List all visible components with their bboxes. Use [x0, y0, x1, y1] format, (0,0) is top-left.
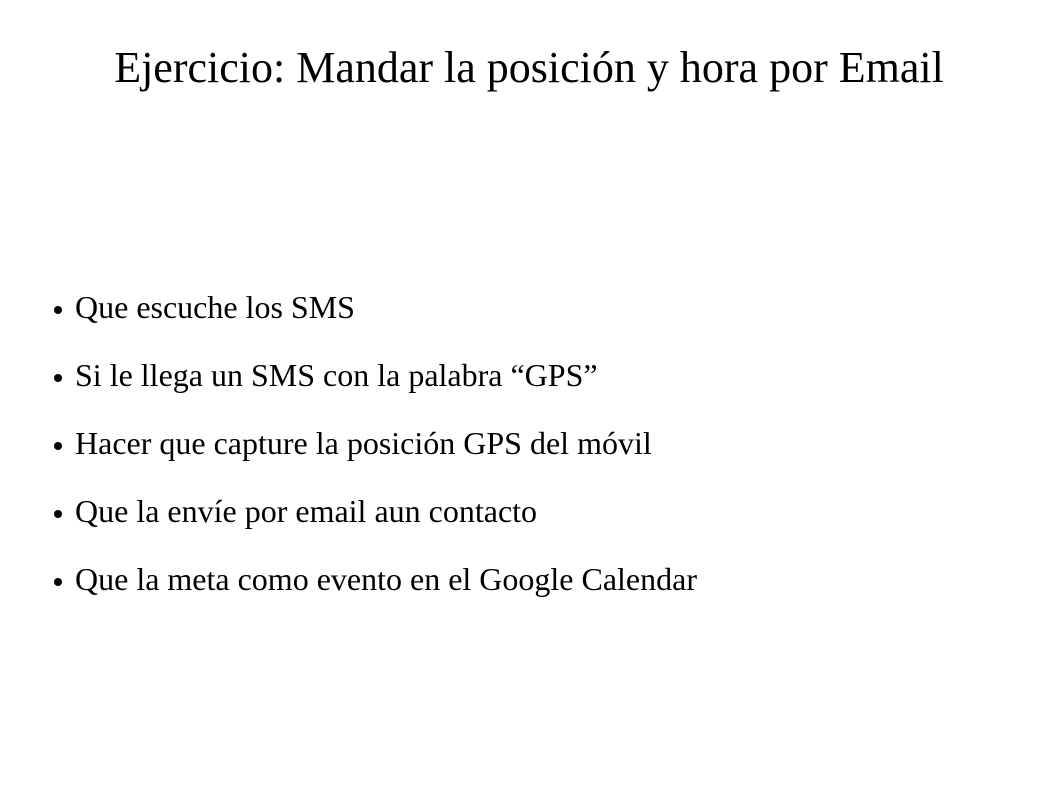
- bullet-text: Que la meta como evento en el Google Calendar: [75, 561, 697, 597]
- bullet-dot-icon: [54, 510, 62, 518]
- bullet-dot-icon: [54, 442, 62, 450]
- bullet-dot-icon: [54, 306, 62, 314]
- bullet-text: Si le llega un SMS con la palabra “GPS”: [75, 357, 598, 393]
- bullet-dot-icon: [54, 374, 62, 382]
- bullet-text: Que escuche los SMS: [75, 289, 355, 325]
- bullet-dot-icon: [54, 578, 62, 586]
- slide-title: Ejercicio: Mandar la posición y hora por Email: [114, 43, 944, 92]
- bullet-text: Que la envíe por email aun contacto: [75, 493, 538, 529]
- bullet-text: Hacer que capture la posición GPS del móvil: [75, 425, 652, 461]
